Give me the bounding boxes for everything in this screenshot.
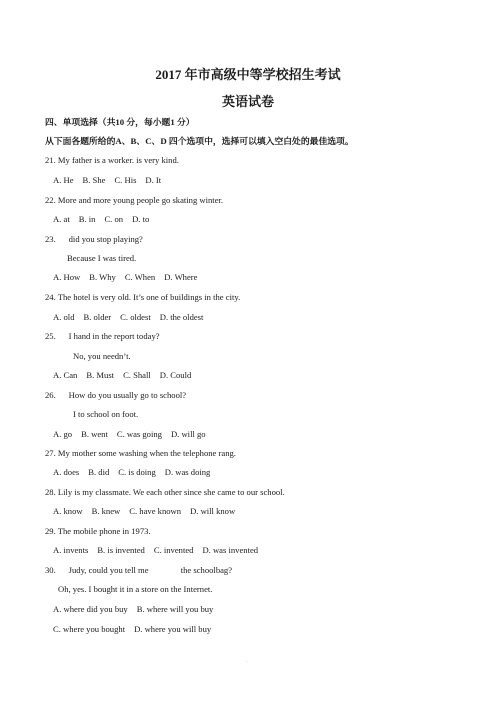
question-response: Because I was tired. <box>67 253 137 263</box>
option: C. where you bought <box>53 624 126 634</box>
question-stem: 29. The mobile phone in 1973. <box>45 526 151 536</box>
question-options <box>53 604 222 615</box>
option: D. will know <box>190 506 236 516</box>
section-heading: 四、单项选择（共10 分，每小题1 分） <box>45 117 195 127</box>
option: A. Can <box>53 370 78 380</box>
question-stem: 23. did you stop playing? <box>45 234 143 244</box>
option: B. older <box>83 312 112 322</box>
question-options <box>53 467 219 478</box>
exam-subtitle: 英语试卷 <box>221 94 274 109</box>
question-options <box>53 312 212 323</box>
question-options <box>53 214 158 225</box>
question-options <box>53 624 220 635</box>
question-options <box>53 506 244 517</box>
option: C. have known <box>129 506 182 516</box>
option: A. does <box>53 467 80 477</box>
exam-title: 2017 年市高级中等学校招生考试 <box>155 67 341 82</box>
option: B. Why <box>89 272 116 282</box>
option: A. invents <box>53 545 89 555</box>
question-stem: 22. More and more young people go skating winter. <box>45 195 224 205</box>
question-stem: 21. My father is a worker. is very kind. <box>45 155 179 165</box>
section-instruction: 从下面各题所给的A、B、C、D 四个选项中，选择可以填入空白处的最佳选项。 <box>45 136 354 146</box>
question-stem: 24. The hotel is very old. It’s one of buildings in the city. <box>45 292 241 302</box>
option: A. He <box>53 175 74 185</box>
option: A. know <box>53 506 83 516</box>
option: B. Must <box>86 370 115 380</box>
option: A. at <box>53 214 70 224</box>
question-response: No, you needn’t. <box>73 351 131 361</box>
option: D. where you will buy <box>134 624 212 634</box>
option: D. Where <box>164 272 198 282</box>
option: C. on <box>104 214 124 224</box>
option: D. the oldest <box>159 312 204 322</box>
option: C. Shall <box>123 370 151 380</box>
option: A. go <box>53 429 73 439</box>
question-options <box>53 370 200 381</box>
question-stem: 27. My mother some washing when the telephone rang. <box>45 448 236 458</box>
option: A. old <box>53 312 75 322</box>
option: A. where did you buy <box>53 604 128 614</box>
option: A. How <box>53 272 81 282</box>
question-stem: 28. Lily is my classmate. We each other since she came to our school. <box>45 487 285 497</box>
option: C. His <box>114 175 137 185</box>
option: D. was doing <box>164 467 211 477</box>
question-options <box>53 272 206 283</box>
question-stem: 25. I hand in the report today? <box>45 331 160 341</box>
option: B. where will you buy <box>136 604 214 614</box>
option: B. in <box>78 214 96 224</box>
option: B. knew <box>91 506 121 516</box>
option: C. is doing <box>118 467 156 477</box>
question-stem: 26. How do you usually go to school? <box>45 390 187 400</box>
option: B. She <box>82 175 106 185</box>
option: D. It <box>145 175 162 185</box>
question-options <box>53 429 215 440</box>
question-response: Oh, yes. I bought it in a store on the Internet. <box>58 584 213 594</box>
question-options <box>53 175 170 186</box>
option: B. did <box>88 467 110 477</box>
option: C. oldest <box>120 312 151 322</box>
option: D. Could <box>159 370 192 380</box>
option: B. went <box>81 429 108 439</box>
option: D. was invented <box>202 545 259 555</box>
page-mark: . <box>246 658 248 664</box>
option: D. to <box>132 214 150 224</box>
option: B. is invented <box>97 545 145 555</box>
question-options <box>53 545 267 556</box>
question-response: I to school on foot. <box>73 409 139 419</box>
option: C. was going <box>116 429 162 439</box>
option: C. invented <box>153 545 194 555</box>
option: D. will go <box>170 429 206 439</box>
option: C. When <box>124 272 156 282</box>
question-stem: 30. Judy, could you tell me the schoolbag? <box>45 565 233 575</box>
